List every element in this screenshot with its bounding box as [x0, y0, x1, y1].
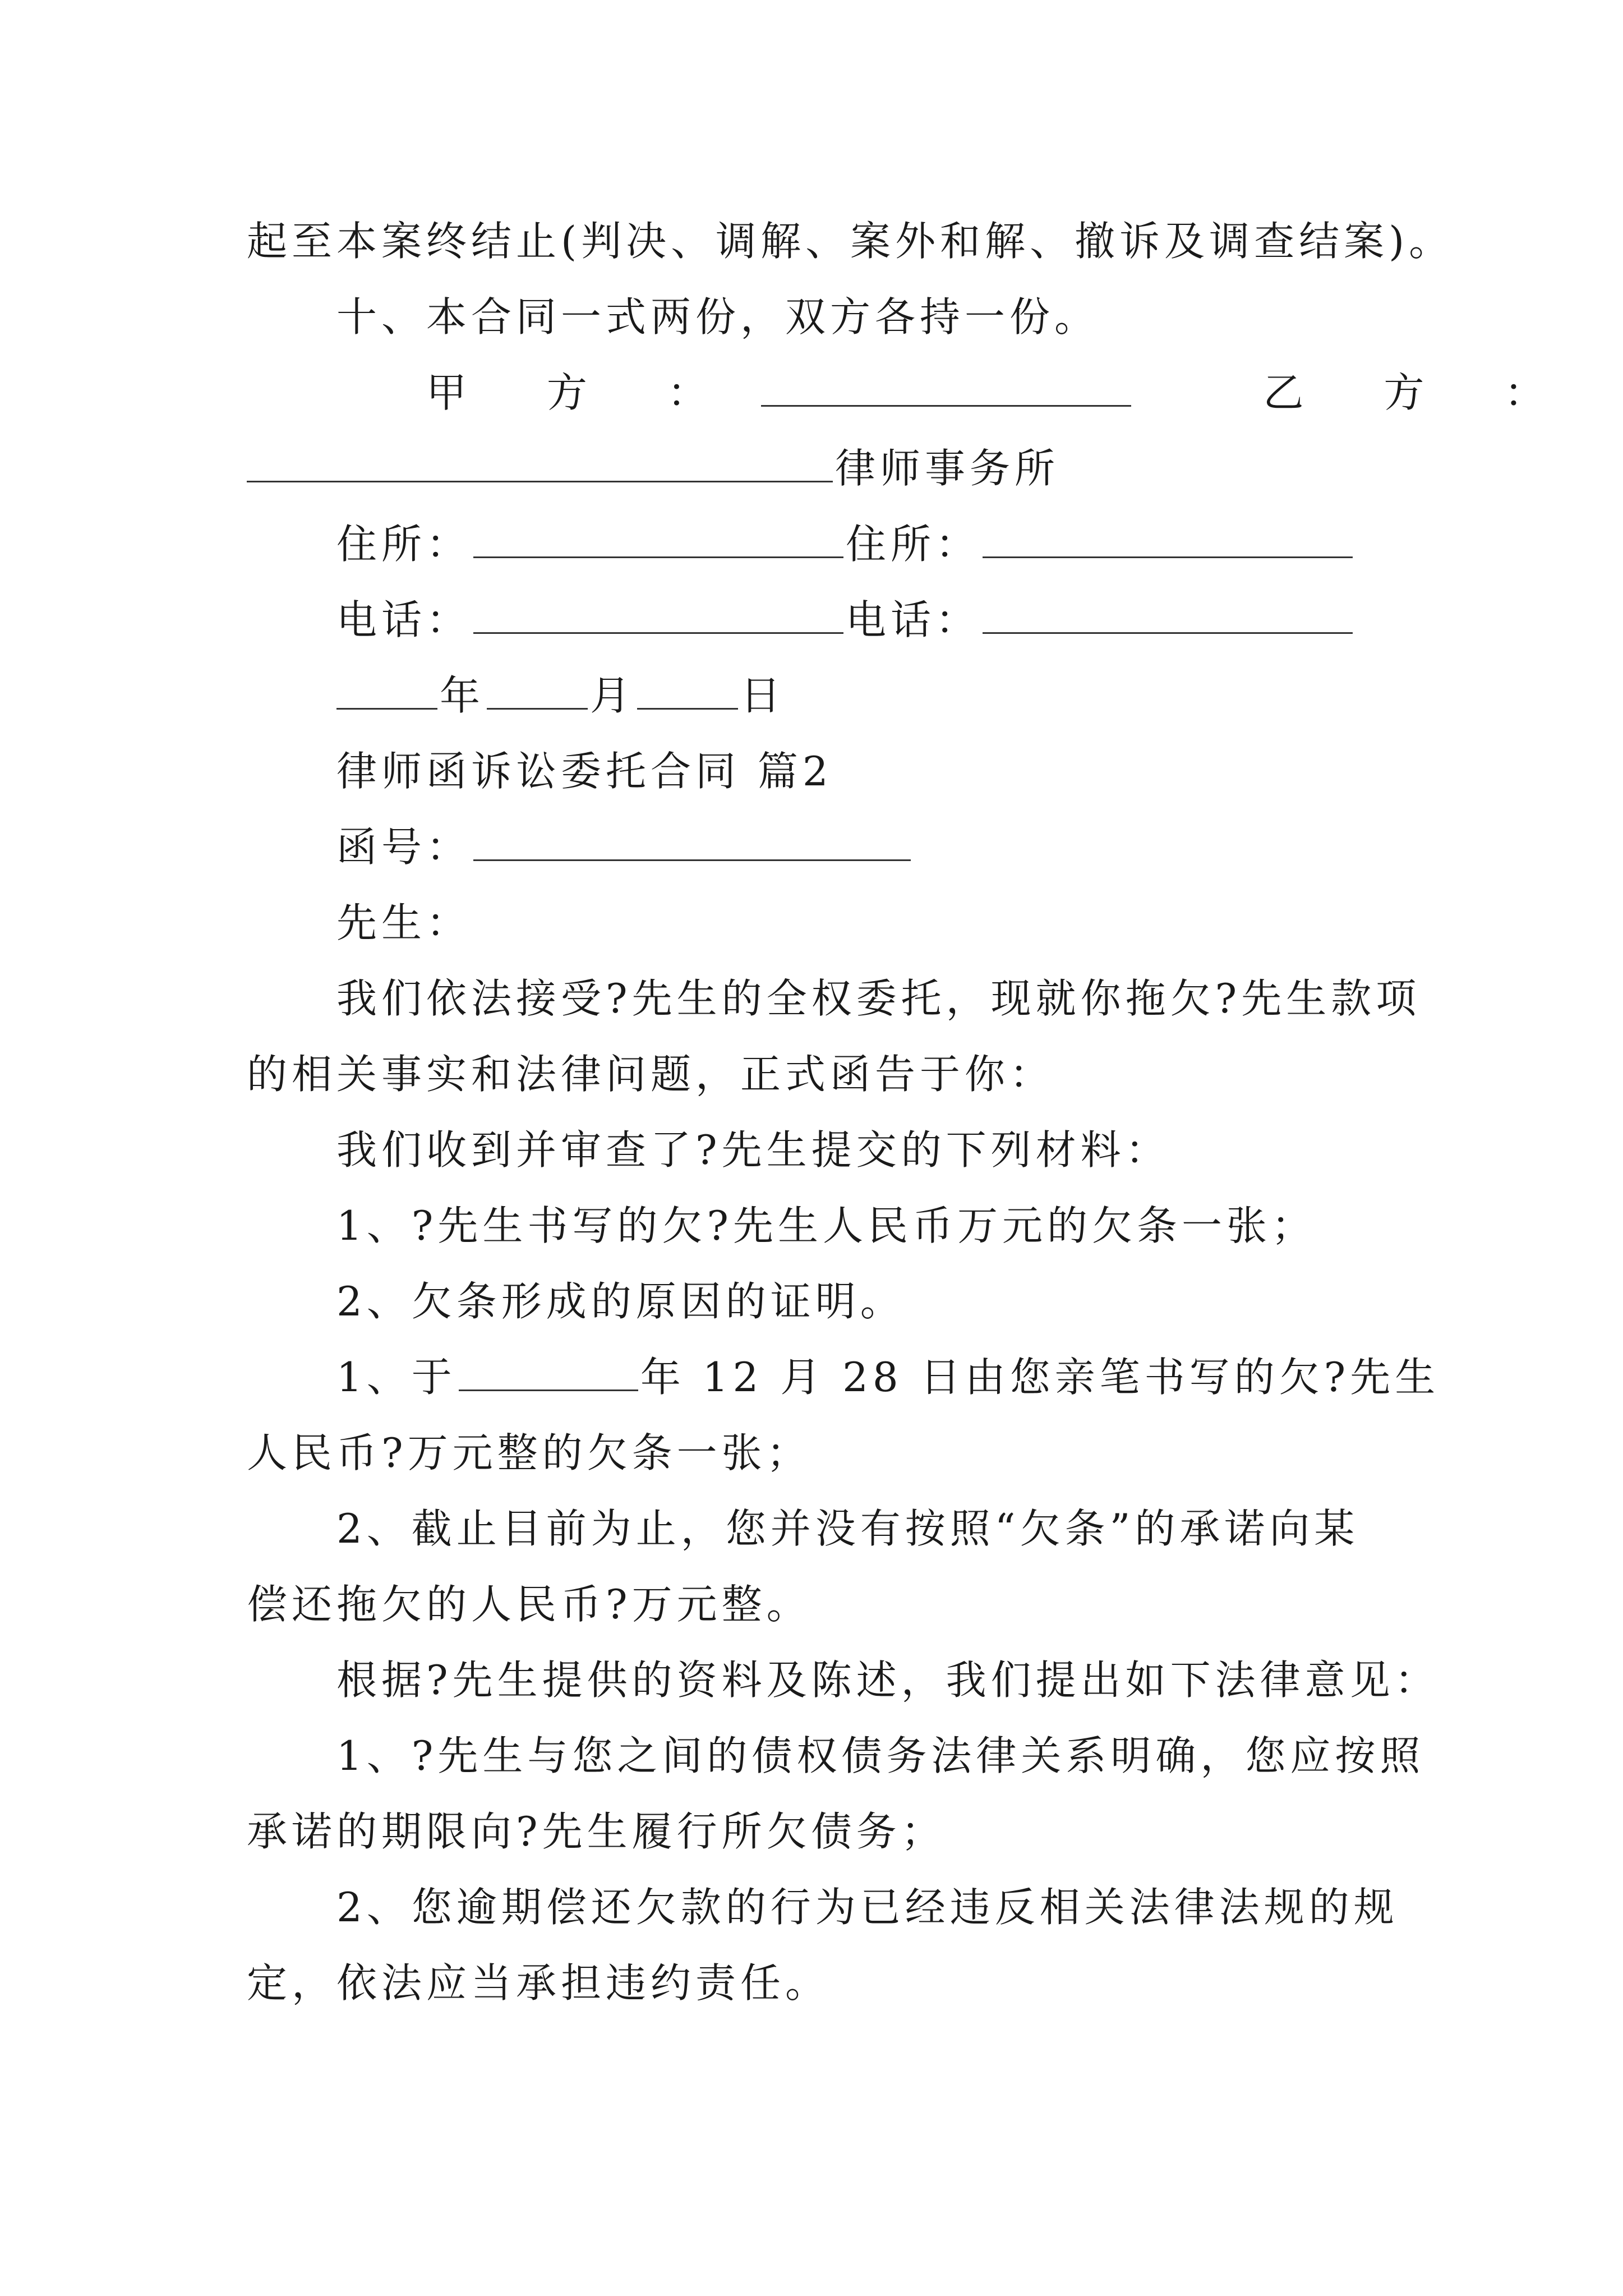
text-line: 起至本案终结止(判决、调解、案外和解、撤诉及调查结案)。 — [247, 218, 1454, 265]
party-a-label: 甲 方 ： — [426, 369, 741, 416]
law-firm-line — [247, 440, 1059, 496]
phone-line — [336, 592, 1355, 648]
day-label: 日 — [740, 672, 786, 719]
year-blank — [336, 673, 437, 710]
date-line — [336, 668, 785, 724]
text-line: 我们收到并审查了?先生提交的下列材料： — [336, 1126, 1170, 1174]
text-line: 1、?先生书写的欠?先生人民币万元的欠条一张； — [336, 1202, 1317, 1249]
letter-number-label: 函号： — [336, 823, 472, 871]
salutation: 先生： — [336, 899, 472, 946]
year-label: 年 — [440, 672, 485, 719]
phone-b-blank — [983, 597, 1353, 634]
text-line: 根据?先生提供的资料及陈述，我们提出如下法律意见： — [336, 1657, 1440, 1704]
text-line: 我们依法接受?先生的全权委托，现就你拖欠?先生款项 — [336, 975, 1421, 1022]
address-b-label: 住所： — [846, 521, 981, 568]
letter-number-blank — [473, 825, 911, 861]
text-line: 十、本合同一式两份，双方各持一份。 — [336, 293, 1100, 341]
text-line: 人民币?万元整的欠条一张； — [247, 1429, 811, 1476]
text-line: 2、欠条形成的原因的证明。 — [336, 1278, 905, 1325]
letter-number-line — [336, 819, 913, 875]
text-line: 的相关事实和法律问题，正式函告于你： — [247, 1051, 1055, 1098]
address-b-blank — [983, 522, 1353, 558]
party-b-label: 乙 方 ： — [1263, 369, 1579, 416]
phone-a-label: 电话： — [336, 596, 472, 643]
text-line: 2、您逾期偿还欠款的行为已经违反相关法律法规的规 — [336, 1884, 1399, 1931]
signature-party-line — [426, 365, 1579, 421]
law-firm-blank — [247, 446, 833, 482]
law-firm-label: 律师事务所 — [835, 445, 1060, 492]
text-line: 1、?先生与您之间的债权债务法律关系明确，您应按照 — [336, 1732, 1425, 1779]
phone-a-blank — [473, 597, 843, 634]
month-blank — [487, 673, 588, 710]
section-title: 律师函诉讼委托合同 篇2 — [336, 748, 833, 795]
date-blank — [459, 1355, 638, 1391]
text-fragment: 年 12 月 28 日由您亲笔书写的欠?先生 — [640, 1354, 1440, 1401]
month-label: 月 — [590, 672, 635, 719]
text-line: 2、截止目前为止，您并没有按照“欠条”的承诺向某 — [336, 1505, 1359, 1552]
day-blank — [637, 673, 738, 710]
text-line: 偿还拖欠的人民币?万元整。 — [247, 1581, 811, 1628]
address-a-label: 住所： — [336, 521, 472, 568]
party-a-blank — [761, 370, 1131, 407]
text-line — [336, 1349, 1440, 1405]
text-line: 承诺的期限向?先生履行所欠债务； — [247, 1808, 946, 1855]
address-a-blank — [473, 522, 843, 558]
text-line: 定，依法应当承担违约责任。 — [247, 1959, 831, 2007]
address-line — [336, 516, 1355, 572]
text-fragment: 1、于 — [336, 1354, 457, 1401]
phone-b-label: 电话： — [846, 596, 981, 643]
